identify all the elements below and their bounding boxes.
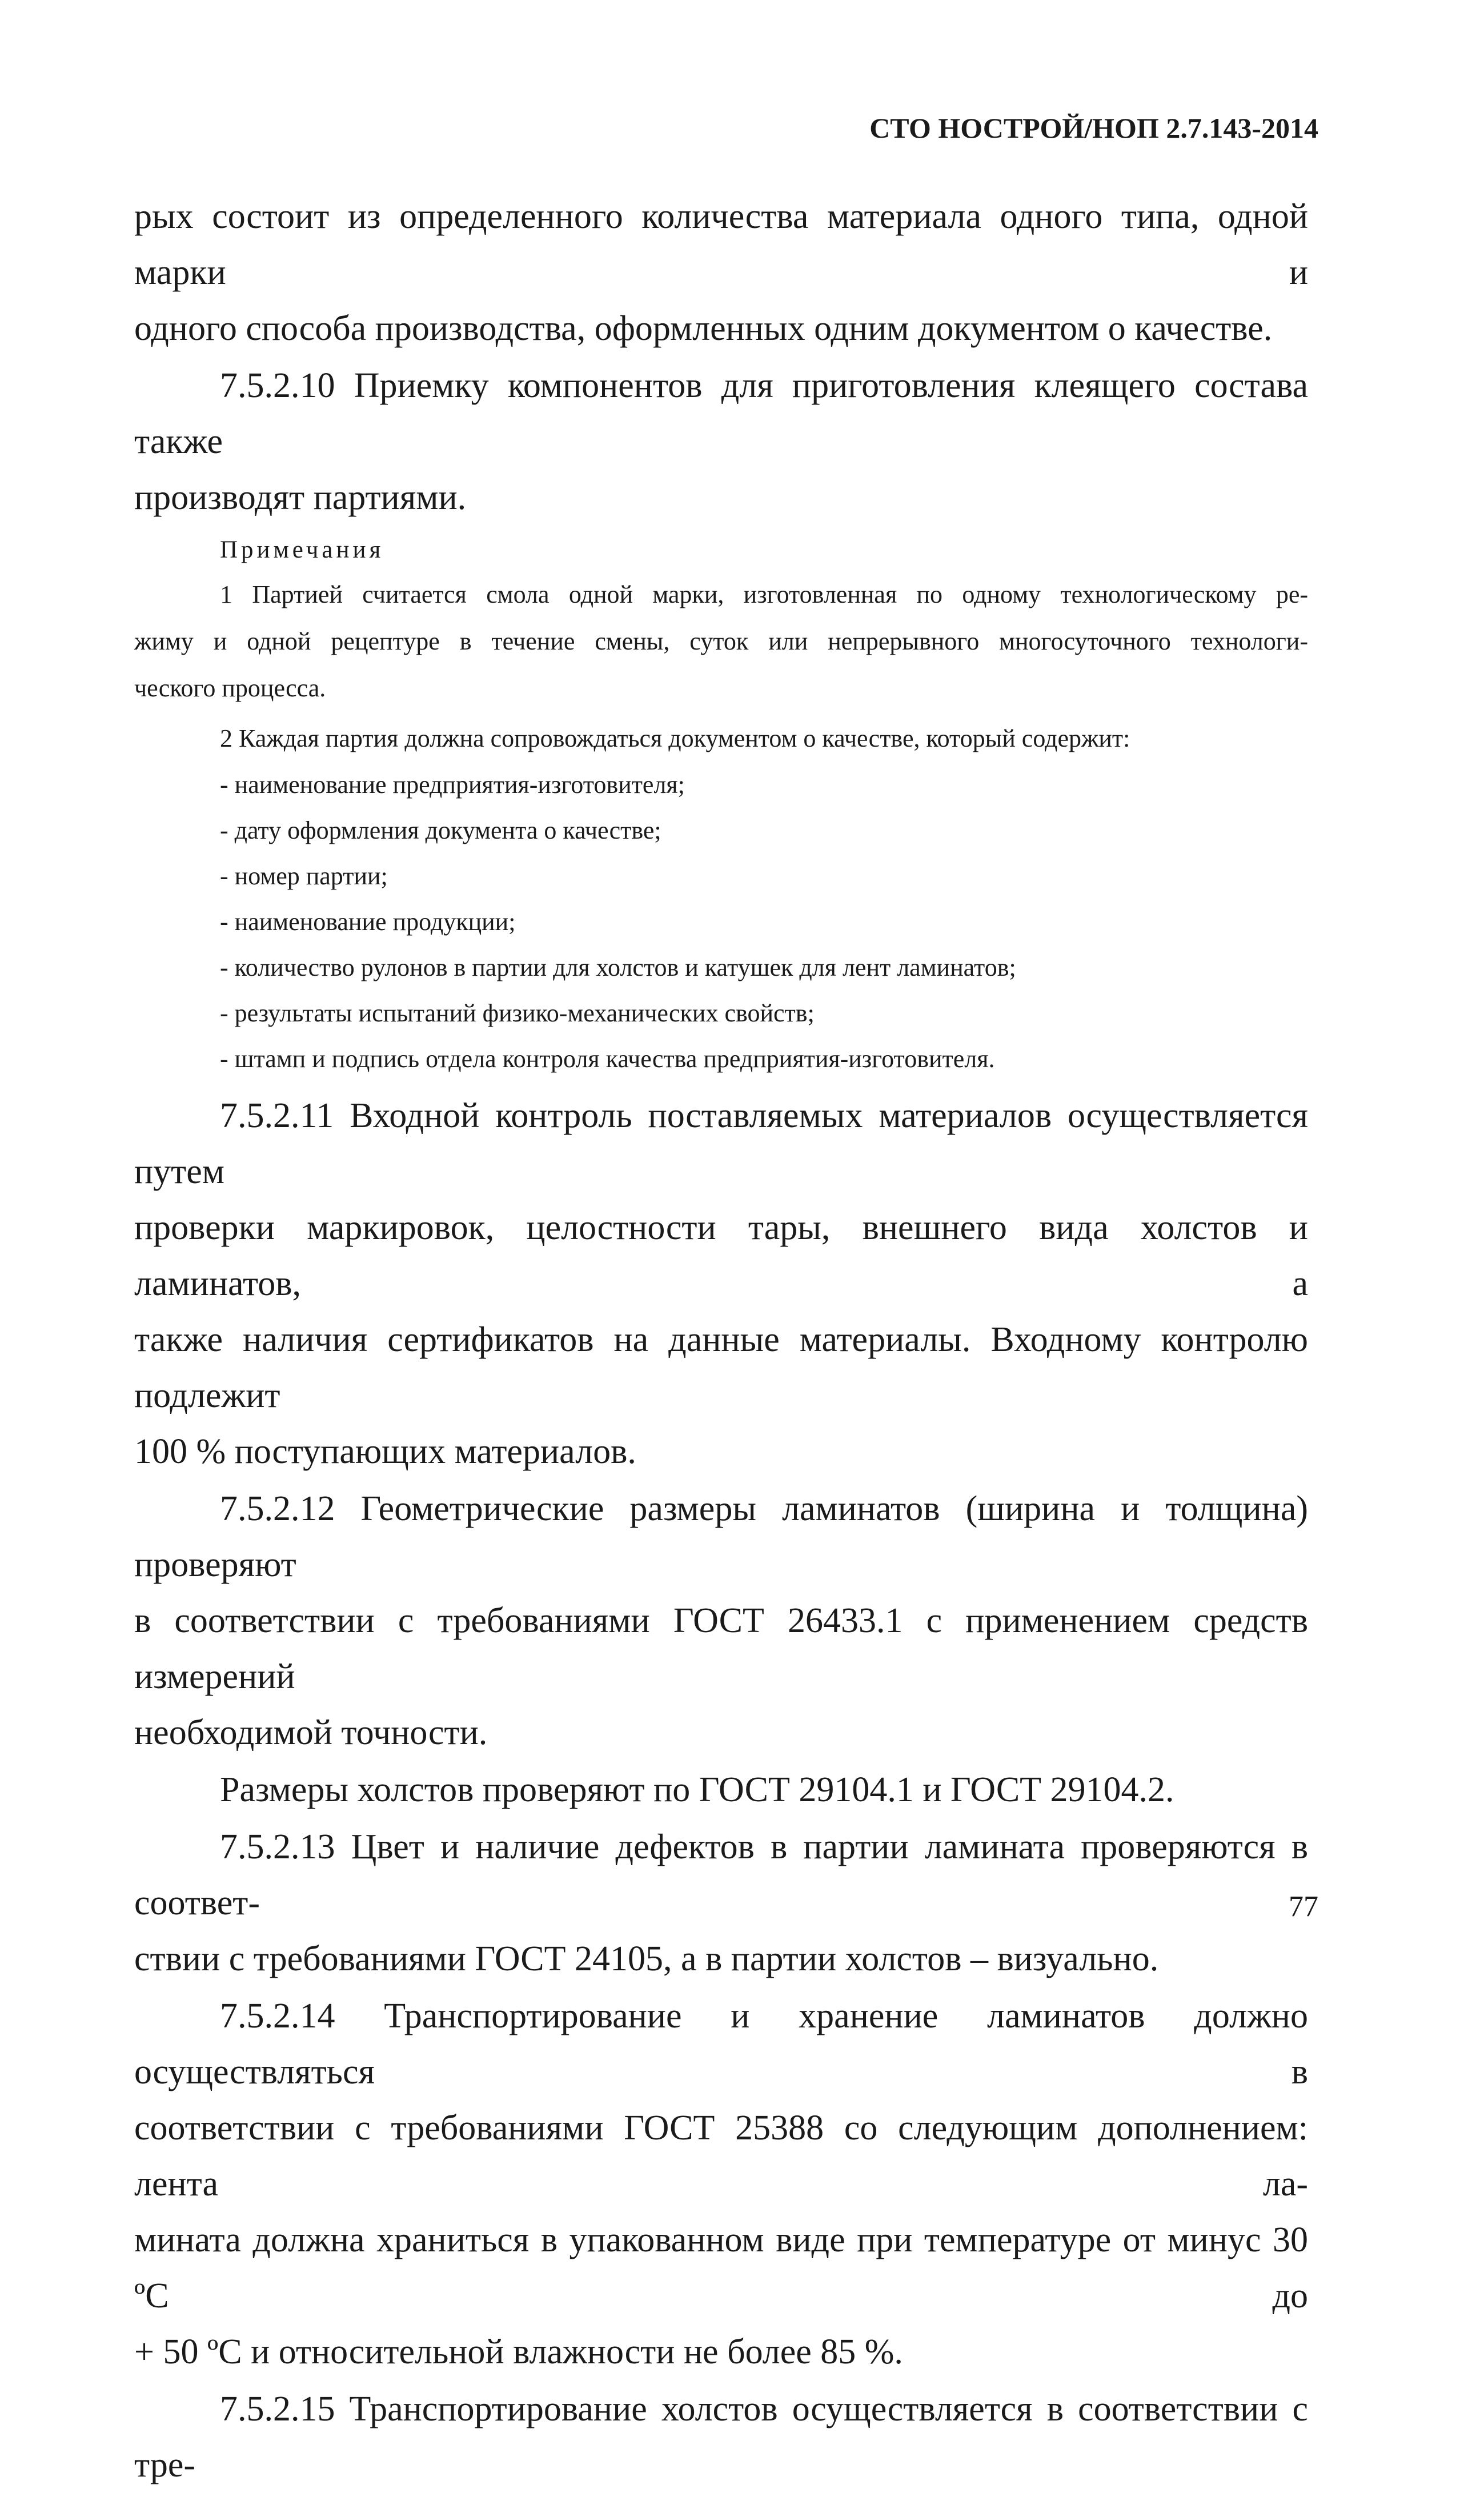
paragraph-line: рых состоит из определенного количества материала одного типа, одной марки и	[134, 197, 1308, 292]
section-7-5-2-15-line: 7.5.2.15 Транспортирование холстов осуществляется в соответствии с тре-	[134, 2390, 1308, 2484]
note-1-line: 1 Партией считается смола одной марки, изготовленная по одному технологическому ре-	[220, 580, 1308, 608]
document-code-header: СТО НОСТРОЙ/НОП 2.7.143-2014	[869, 112, 1318, 144]
section-7-5-2-14-line: + 50 ºС и относительной влажности не более 85 %.	[134, 2332, 903, 2371]
page-number: 77	[1289, 1890, 1318, 1923]
section-7-5-2-11-line: 100 % поступающих материалов.	[134, 1432, 636, 1471]
section-7-5-2-11-line: также наличия сертификатов на данные материалы. Входному контролю подлежит	[134, 1320, 1308, 1415]
section-7-5-2-11-line: 7.5.2.11 Входной контроль поставляемых материалов осуществляется путем	[134, 1096, 1308, 1191]
section-7-5-2-12-line: в соответствии с требованиями ГОСТ 26433.1 с применением средств измерений	[134, 1601, 1308, 1696]
section-7-5-2-11-line: проверки маркировок, целостности тары, внешнего вида холстов и ламинатов, а	[134, 1208, 1308, 1303]
holst-sizes-line: Размеры холстов проверяют по ГОСТ 29104.1 и ГОСТ 29104.2.	[220, 1770, 1174, 1809]
paragraph-line: одного способа производства, оформленных одним документом о качестве.	[134, 309, 1273, 348]
notes-heading: Примечания	[220, 536, 384, 563]
document-body	[134, 189, 1308, 2493]
note-list-item: - наименование предприятия-изготовителя;	[220, 771, 685, 799]
section-7-5-2-13-line: 7.5.2.13 Цвет и наличие дефектов в партии ламината проверяются в соответ-	[134, 1827, 1308, 1922]
section-7-5-2-12-line: 7.5.2.12 Геометрические размеры ламинатов (ширина и толщина) проверяют	[134, 1489, 1308, 1584]
section-7-5-2-14-line: 7.5.2.14 Транспортирование и хранение ламинатов должно осуществляться в	[134, 1997, 1308, 2091]
note-list-item: - результаты испытаний физико-механических свойств;	[220, 999, 815, 1027]
section-7-5-2-14-line: соответствии с требованиями ГОСТ 25388 со следующим дополнением: лента ла-	[134, 2109, 1308, 2203]
section-7-5-2-13-line: ствии с требованиями ГОСТ 24105, а в партии холстов – визуально.	[134, 1939, 1159, 1978]
note-1-line: ческого процесса.	[134, 674, 326, 702]
note-list-item: - дату оформления документа о качестве;	[220, 816, 661, 844]
note-list-item: - номер партии;	[220, 862, 388, 890]
note-list-item: - количество рулонов в партии для холстов и катушек для лент ламинатов;	[220, 953, 1016, 981]
section-7-5-2-12-line: необходимой точности.	[134, 1713, 488, 1752]
note-2-intro: 2 Каждая партия должна сопровождаться документом о качестве, который содержит:	[220, 724, 1130, 752]
section-7-5-2-14-line: мината должна храниться в упакованном виде при температуре от минус 30 ºС до	[134, 2221, 1308, 2315]
section-7-5-2-10-line: производят партиями.	[134, 478, 467, 517]
note-list-item: - наименование продукции;	[220, 908, 516, 936]
note-1-line: жиму и одной рецептуре в течение смены, суток или непрерывного многосуточного технологи-	[134, 627, 1308, 655]
section-7-5-2-10-line: 7.5.2.10 Приемку компонентов для приготовления клеящего состава также	[134, 366, 1308, 461]
note-list-item: - штамп и подпись отдела контроля качества предприятия-изготовителя.	[220, 1045, 995, 1073]
